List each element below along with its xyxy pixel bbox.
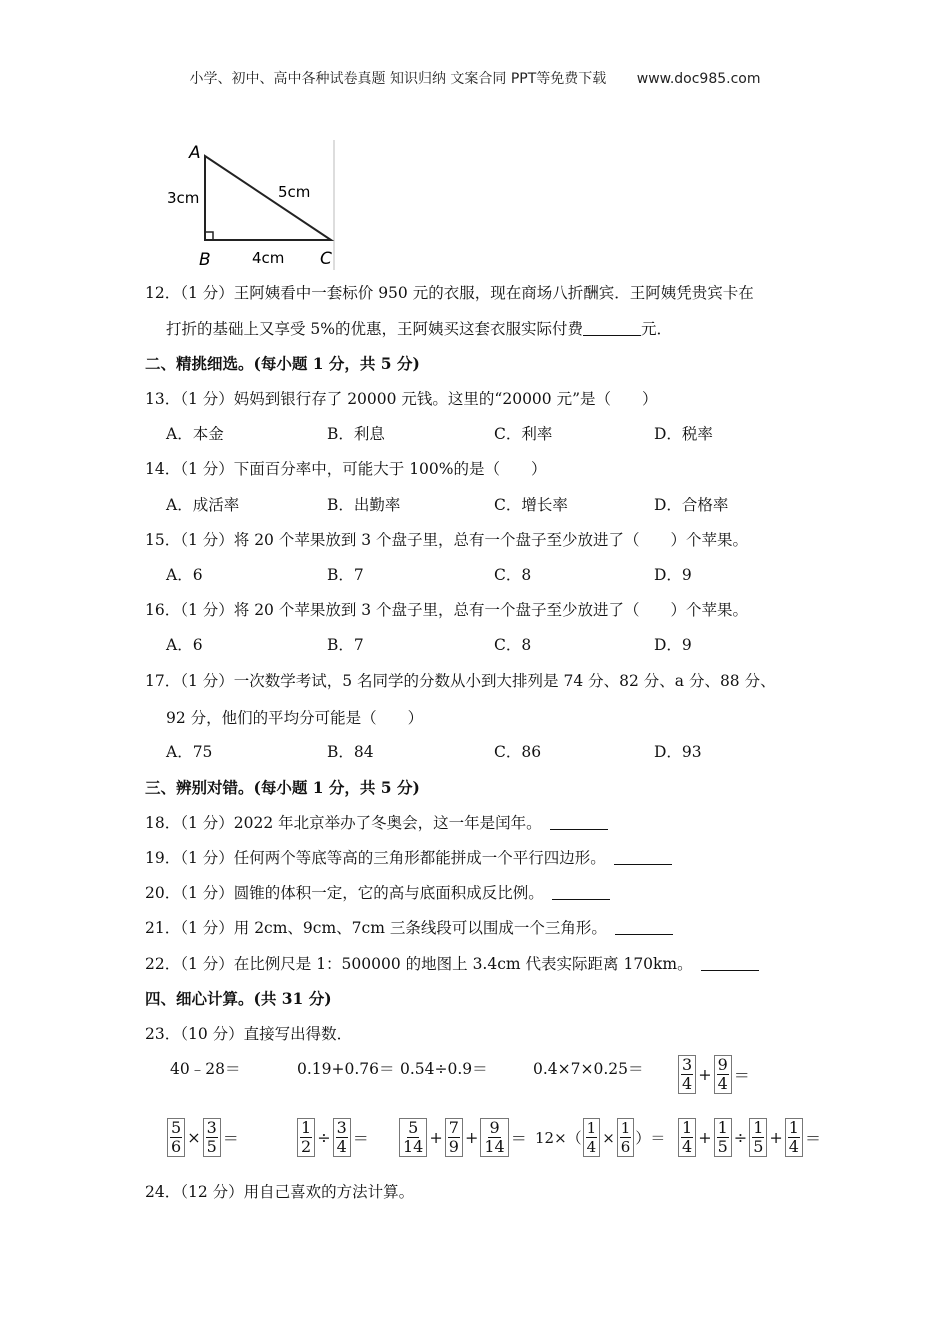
calc-4: 0.4×7×0.25＝ — [533, 1060, 644, 1078]
q13-stem: 13．（1 分）妈妈到银行存了 20000 元钱。这里的“20000 元”是（ ） — [145, 390, 658, 408]
q21-text: 21．（1 分）用 2cm、9cm、7cm 三条线段可以围成一个三角形。 — [145, 919, 607, 937]
fraction-3-4 — [678, 1055, 696, 1094]
numerator: 5 — [171, 1118, 182, 1137]
divide-sign: ÷ — [317, 1128, 331, 1147]
q12-answer-blank[interactable] — [583, 321, 641, 336]
denominator: 4 — [682, 1074, 693, 1093]
q17-option-d[interactable]: D．93 — [654, 743, 702, 761]
fraction-1-4 — [785, 1118, 803, 1157]
page-header — [0, 68, 950, 88]
q14-option-a[interactable]: A．成活率 — [166, 496, 240, 514]
calc-8 — [398, 1118, 528, 1157]
fraction-3-5 — [203, 1118, 221, 1157]
plus-sign: + — [429, 1128, 443, 1147]
denominator: 4 — [586, 1138, 597, 1156]
times-sign: × — [187, 1128, 201, 1147]
equals-sign: ＝ — [222, 1129, 239, 1148]
calc-5 — [677, 1055, 751, 1094]
q18 — [145, 813, 608, 833]
vertex-c-label: C — [320, 249, 332, 269]
q21-answer-blank[interactable] — [615, 920, 673, 935]
denominator: 5 — [717, 1137, 728, 1156]
q12-unit: 元． — [641, 320, 673, 338]
equals-sign: ＝ — [510, 1129, 527, 1148]
fraction-1-5 — [749, 1118, 767, 1157]
right-angle-mark — [205, 232, 213, 240]
q12-line1: 12．（1 分）王阿姨看中一套标价 950 元的衣服，现在商场八折酬宾．王阿姨凭贵宾卡在 — [145, 284, 754, 302]
fraction-5-14 — [399, 1118, 427, 1157]
plus-sign: + — [698, 1065, 712, 1084]
q16-option-d[interactable]: D．9 — [654, 636, 692, 654]
q17-option-a[interactable]: A．75 — [166, 743, 213, 761]
numerator: 1 — [620, 1119, 631, 1137]
vertex-a-label: A — [189, 143, 201, 163]
calc-3: 0.54÷0.9＝ — [400, 1060, 488, 1078]
q16-option-b[interactable]: B．7 — [327, 636, 364, 654]
denominator: 6 — [620, 1138, 631, 1156]
numerator: 1 — [753, 1118, 764, 1137]
fraction-5-6 — [167, 1118, 185, 1157]
fraction-1-4 — [678, 1118, 696, 1157]
q21 — [145, 918, 673, 938]
calc-9 — [535, 1118, 665, 1157]
denominator: 2 — [301, 1137, 312, 1156]
right-triangle-figure — [163, 140, 338, 270]
denominator: 4 — [682, 1137, 693, 1156]
q16-option-c[interactable]: C．8 — [494, 636, 532, 654]
plus-sign: + — [464, 1128, 479, 1147]
denominator: 6 — [171, 1137, 182, 1156]
fraction-1-5 — [714, 1118, 732, 1157]
q17-line2: 92 分，他们的平均分可能是（ ） — [166, 709, 424, 727]
denominator: 5 — [206, 1137, 217, 1156]
fraction-3-4 — [333, 1118, 351, 1157]
calc-prefix: 12×（ — [535, 1129, 582, 1147]
q15-option-a[interactable]: A．6 — [166, 566, 203, 584]
vertex-b-label: B — [199, 250, 211, 270]
fraction-9-14 — [480, 1118, 508, 1157]
denominator: 14 — [484, 1137, 505, 1156]
q16-option-a[interactable]: A．6 — [166, 636, 203, 654]
numerator: 3 — [336, 1118, 347, 1137]
q19-text: 19．（1 分）任何两个等底等高的三角形都能拼成一个平行四边形。 — [145, 849, 606, 867]
q13-option-c[interactable]: C．利率 — [494, 425, 553, 443]
q15-option-b[interactable]: B．7 — [327, 566, 364, 584]
q19-answer-blank[interactable] — [614, 850, 672, 865]
fraction-1-2 — [297, 1118, 315, 1157]
denominator: 4 — [336, 1137, 347, 1156]
fraction-1-6 — [617, 1118, 635, 1157]
numerator: 3 — [682, 1055, 693, 1074]
denominator: 14 — [403, 1137, 424, 1156]
q12-line2 — [166, 319, 672, 339]
section-3-title: 三、辨别对错。(每小题 1 分，共 5 分) — [145, 778, 420, 797]
numerator: 1 — [788, 1118, 799, 1137]
calc-suffix: ）＝ — [635, 1129, 666, 1147]
side-ab-label: 3cm — [167, 189, 200, 207]
q23-stem: 23．（10 分）直接写出得数． — [145, 1025, 353, 1043]
equals-sign: ＝ — [804, 1129, 821, 1148]
q17-option-b[interactable]: B．84 — [327, 743, 374, 761]
header-url[interactable]: www.doc985.com — [636, 71, 761, 87]
calc-2: 0.19+0.76＝ — [297, 1060, 395, 1078]
q14-option-c[interactable]: C．增长率 — [494, 496, 568, 514]
fraction-1-4 — [583, 1118, 601, 1157]
q17-option-c[interactable]: C．86 — [494, 743, 542, 761]
numerator: 7 — [448, 1118, 459, 1137]
calc-1: 40﹣28＝ — [170, 1060, 241, 1078]
q24-text: 24．（12 分）用自己喜欢的方法计算。 — [145, 1183, 415, 1201]
q22-text: 22．（1 分）在比例尺是 1：500000 的地图上 3.4cm 代表实际距离 170km。 — [145, 955, 693, 973]
numerator: 1 — [682, 1118, 693, 1137]
q17-line1: 17．（1 分）一次数学考试，5 名同学的分数从小到大排列是 74 分、82 分、a 分、88 分、 — [145, 672, 776, 690]
numerator: 9 — [717, 1055, 728, 1074]
q20-text: 20．（1 分）圆锥的体积一定，它的高与底面积成反比例。 — [145, 884, 544, 902]
q12-text: 打折的基础上又享受 5%的优惠，王阿姨买这套衣服实际付费 — [166, 320, 584, 338]
q18-text: 18．（1 分）2022 年北京举办了冬奥会，这一年是闰年。 — [145, 814, 542, 832]
denominator: 4 — [788, 1137, 799, 1156]
plus-sign: + — [698, 1128, 712, 1147]
q15-option-c[interactable]: C．8 — [494, 566, 532, 584]
fraction-9-4 — [714, 1055, 732, 1094]
section-2-title: 二、精挑细选。(每小题 1 分，共 5 分) — [145, 354, 420, 373]
q13-option-a[interactable]: A．本金 — [166, 425, 224, 443]
denominator: 5 — [753, 1137, 764, 1156]
side-ac-label: 5cm — [278, 183, 311, 201]
times-sign: × — [602, 1128, 615, 1147]
header-text: 小学、初中、高中各种试卷真题 知识归纳 文案合同 PPT等免费下载 — [189, 71, 607, 87]
q22 — [145, 954, 759, 974]
numerator: 1 — [301, 1118, 312, 1137]
fraction-7-9 — [445, 1118, 463, 1157]
denominator: 4 — [717, 1074, 728, 1093]
equals-sign: ＝ — [733, 1066, 750, 1085]
numerator: 1 — [586, 1119, 597, 1137]
numerator: 5 — [408, 1118, 419, 1137]
q20 — [145, 883, 610, 903]
q20-answer-blank[interactable] — [552, 885, 610, 900]
q18-answer-blank[interactable] — [550, 815, 608, 830]
divide-sign: ÷ — [733, 1128, 748, 1147]
plus-sign: + — [769, 1128, 783, 1147]
calc-6 — [166, 1118, 240, 1157]
q15-stem: 15．（1 分）将 20 个苹果放到 3 个盘子里，总有一个盘子至少放进了（ ）个苹果。 — [145, 531, 749, 549]
section-4-title: 四、细心计算。(共 31 分) — [145, 989, 332, 1008]
q16-stem: 16．（1 分）将 20 个苹果放到 3 个盘子里，总有一个盘子至少放进了（ ）个苹果。 — [145, 601, 749, 619]
triangle-shape — [205, 156, 331, 240]
q15-option-d[interactable]: D．9 — [654, 566, 692, 584]
numerator: 9 — [489, 1118, 500, 1137]
q13-option-d[interactable]: D．税率 — [654, 425, 713, 443]
denominator: 9 — [448, 1137, 459, 1156]
q14-option-d[interactable]: D．合格率 — [654, 496, 729, 514]
q22-answer-blank[interactable] — [701, 956, 759, 971]
q13-option-b[interactable]: B．利息 — [327, 425, 385, 443]
calc-10 — [677, 1118, 822, 1157]
q14-stem: 14．（1 分）下面百分率中，可能大于 100%的是（ ） — [145, 460, 547, 478]
q14-option-b[interactable]: B．出勤率 — [327, 496, 401, 514]
calc-7 — [296, 1118, 370, 1157]
numerator: 3 — [206, 1118, 217, 1137]
q19 — [145, 848, 672, 868]
side-bc-label: 4cm — [252, 249, 285, 267]
equals-sign: ＝ — [352, 1129, 369, 1148]
numerator: 1 — [717, 1118, 728, 1137]
